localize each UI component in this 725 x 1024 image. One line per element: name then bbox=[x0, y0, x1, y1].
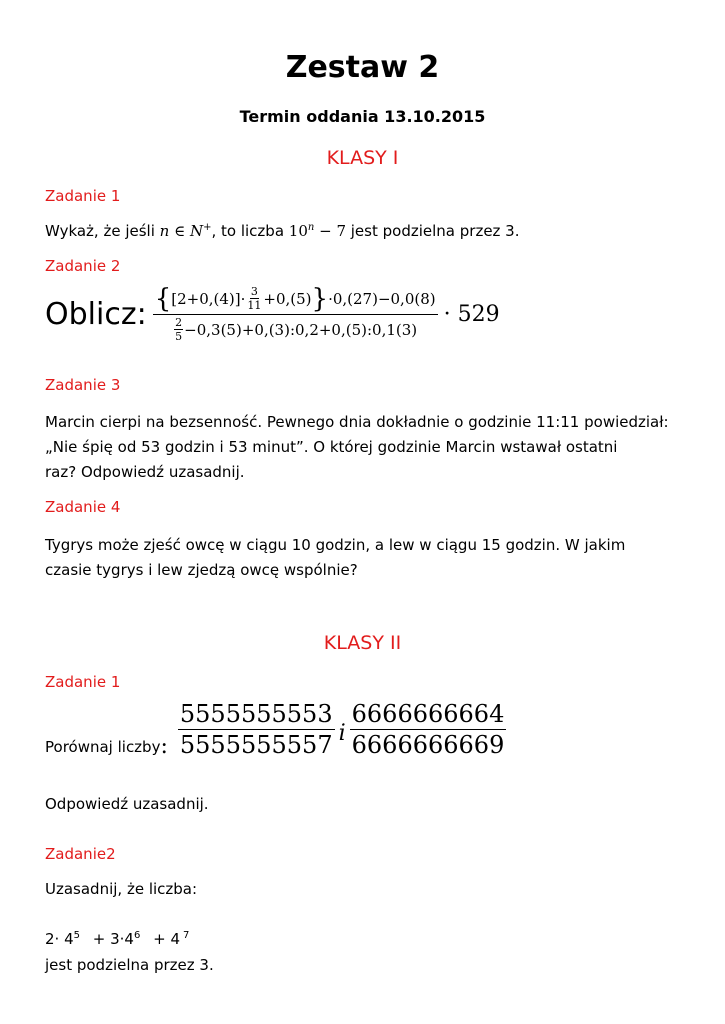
page-title: Zestaw 2 bbox=[285, 50, 440, 85]
small-fraction bbox=[173, 317, 184, 343]
task-text-line: czasie tygrys i lew zjedzą owcę wspólnie? bbox=[45, 561, 358, 579]
math-expression: − 7 bbox=[314, 222, 346, 240]
math-segment: −0,3(5)+0,(3):0,2+0,(5):0,1(3) bbox=[184, 321, 418, 339]
task-label: Zadanie 3 bbox=[45, 376, 121, 394]
expr-term: + 4 bbox=[153, 930, 181, 948]
text-segment: , to liczba bbox=[211, 222, 289, 240]
math-expression: n ∈ N bbox=[159, 222, 204, 240]
section-heading-klasy-1: KLASY I bbox=[326, 147, 399, 169]
fraction-denominator bbox=[171, 315, 419, 343]
comparison-colon: : bbox=[160, 734, 168, 759]
brace-close: } bbox=[311, 284, 329, 314]
superscript: n bbox=[307, 222, 315, 233]
task-label: Zadanie 1 bbox=[45, 187, 121, 205]
task-text-line: Marcin cierpi na bezsenność. Pewnego dnia dokładnie o godzinie 11:11 powiedział: bbox=[45, 413, 669, 431]
task-label: Zadanie2 bbox=[45, 845, 116, 863]
superscript: 5 bbox=[73, 930, 80, 941]
comparison-prefix: Porównaj liczby bbox=[45, 738, 161, 756]
small-fraction bbox=[245, 286, 263, 312]
math-segment: ·0,(27)−0,0(8) bbox=[328, 290, 436, 308]
task-text-line: jest podzielna przez 3. bbox=[45, 956, 214, 974]
task-text-line: raz? Odpowiedź uzasadnij. bbox=[45, 463, 245, 481]
superscript: 6 bbox=[133, 930, 141, 941]
math-segment: +0,(5) bbox=[263, 290, 312, 308]
main-fraction bbox=[153, 286, 438, 343]
section-heading-klasy-2: KLASY II bbox=[323, 632, 402, 654]
task-text-line: „Nie śpię od 53 godzin i 53 minut”. O której godzinie Marcin wstawał ostatni bbox=[45, 438, 618, 456]
superscript: 7 bbox=[183, 930, 190, 941]
superscript: + bbox=[203, 222, 212, 233]
formula-oblicz bbox=[45, 286, 500, 343]
fraction-numerator bbox=[153, 286, 438, 315]
task-label: Zadanie 4 bbox=[45, 498, 121, 516]
math-expression: 10 bbox=[288, 222, 308, 240]
fraction-1-numerator: 5555555553 bbox=[179, 700, 333, 728]
text-segment: Wykaż, że jeśli bbox=[45, 222, 160, 240]
formula-suffix: · 529 bbox=[443, 302, 500, 327]
fraction-2-numerator: 6666666664 bbox=[351, 700, 505, 728]
small-fraction-numerator: 3 bbox=[250, 285, 258, 298]
fraction-1 bbox=[178, 700, 335, 759]
small-fraction-numerator: 2 bbox=[175, 316, 183, 329]
fraction-2 bbox=[350, 700, 507, 759]
math-segment: [2+0,(4)]· bbox=[171, 290, 246, 308]
small-fraction-denominator: 11 bbox=[247, 299, 262, 312]
brace-open: { bbox=[154, 284, 172, 314]
task-text-line: Uzasadnij, że liczba: bbox=[45, 880, 198, 898]
task-text-line: Odpowiedź uzasadnij. bbox=[45, 795, 209, 813]
text-segment: jest podzielna przez 3. bbox=[346, 222, 520, 240]
expr-term: + 3·4 bbox=[92, 930, 134, 948]
power-expression bbox=[45, 930, 189, 948]
comparison-formula bbox=[45, 700, 506, 759]
conjunction: i bbox=[338, 721, 346, 746]
task-text bbox=[45, 222, 520, 240]
task-label: Zadanie 2 bbox=[45, 257, 121, 275]
small-fraction-denominator: 5 bbox=[175, 330, 183, 343]
fraction-2-denominator: 6666666669 bbox=[351, 731, 505, 759]
fraction-1-denominator: 5555555557 bbox=[179, 731, 333, 759]
task-text-line: Tygrys może zjeść owcę w ciągu 10 godzin, a lew w ciągu 15 godzin. W jakim bbox=[45, 536, 626, 554]
task-label: Zadanie 1 bbox=[45, 673, 121, 691]
deadline: Termin oddania 13.10.2015 bbox=[239, 107, 486, 126]
formula-prefix: Oblicz: bbox=[45, 297, 147, 332]
expr-term: 2· 4 bbox=[45, 930, 74, 948]
